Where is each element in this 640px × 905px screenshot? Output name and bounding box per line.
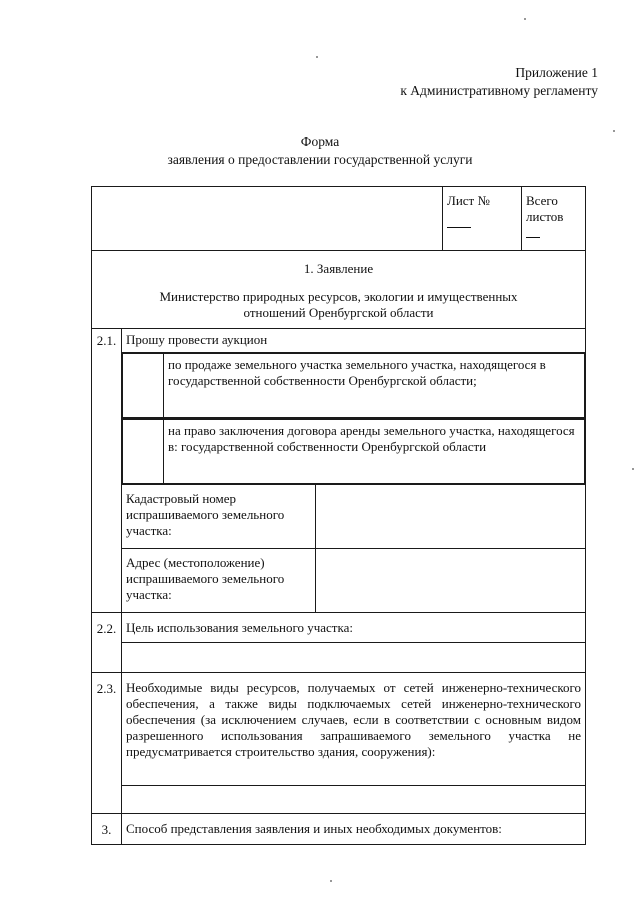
row-2-1-number: 2.1. — [92, 329, 122, 613]
appendix-number: Приложение 1 — [515, 65, 598, 80]
row-2-1-option-2 — [92, 419, 586, 485]
row-2-2-header — [92, 613, 586, 643]
option-1-text: по продаже земельного участка земельного участка, находящегося в государственной собственности Оренбургской области; — [164, 354, 585, 418]
sheet-total-label-2: листов — [526, 209, 564, 224]
form-title — [0, 133, 640, 169]
sheet-total-blank[interactable] — [526, 237, 540, 238]
scan-speck — [632, 468, 634, 470]
form-title-subject: заявления о предоставлении государственной услуги — [167, 152, 473, 167]
row-2-3-number: 2.3. — [92, 673, 122, 814]
option-2-text: на право заключения договора аренды земельного участка, находящегося в: государственной собственности Оренбургской области — [164, 420, 585, 484]
appendix-header — [400, 64, 598, 100]
purpose-input[interactable] — [122, 643, 586, 673]
row-2-1-option-1 — [92, 353, 586, 419]
cadastral-row — [92, 485, 586, 549]
cadastral-label: Кадастровый номер испрашиваемого земельного участка: — [122, 485, 316, 549]
row-2-2-label: Цель использования земельного участка: — [122, 613, 586, 643]
row-3 — [92, 814, 586, 845]
row-2-3-header — [92, 673, 586, 786]
option-1-checkbox[interactable] — [123, 354, 164, 418]
row-2-3-input-row — [92, 786, 586, 814]
cadastral-input[interactable] — [316, 485, 586, 549]
option-2-checkbox[interactable] — [123, 420, 164, 484]
row-2-3-label: Необходимые виды ресурсов, получаемых от сетей инженерно-технического обеспечения, а также виды подключаемых сетей инженерно-технического обеспечения (за исключением случаев, если в соответствии с основным видом разрешенного использования запрашиваемого земельного участка не предусматривается строительство здания, сооружения): — [122, 673, 586, 786]
scan-speck — [613, 130, 615, 132]
recipient-line-2: отношений Оренбургской области — [243, 305, 434, 320]
resources-input[interactable] — [122, 786, 586, 814]
row-2-1-label: Прошу провести аукцион — [122, 329, 586, 353]
appendix-reference: к Административному регламенту — [400, 83, 598, 98]
section-1-heading: 1. Заявление — [303, 261, 374, 276]
sheet-total-label-1: Всего — [526, 193, 558, 208]
row-3-label: Способ представления заявления и иных необходимых документов: — [122, 814, 586, 845]
scan-speck — [316, 56, 318, 58]
address-input[interactable] — [316, 549, 586, 613]
section-1-row — [92, 251, 586, 329]
section-1-cell — [92, 251, 586, 329]
row-2-1-header — [92, 329, 586, 353]
sheet-row — [92, 187, 586, 251]
address-label: Адрес (местоположение) испрашиваемого земельного участка: — [122, 549, 316, 613]
sheet-number-label: Лист № — [447, 193, 490, 208]
row-2-2-input-row — [92, 643, 586, 673]
sheet-number-blank[interactable] — [447, 227, 471, 228]
form-title-word: Форма — [300, 134, 340, 149]
recipient-line-1: Министерство природных ресурсов, экологии и имущественных — [159, 289, 518, 304]
address-row — [92, 549, 586, 613]
row-2-2-number: 2.2. — [92, 613, 122, 673]
application-form-table — [91, 186, 586, 845]
row-3-number: 3. — [92, 814, 122, 845]
sheet-total-cell[interactable] — [522, 187, 586, 251]
scan-speck — [524, 18, 526, 20]
sheet-number-cell[interactable] — [443, 187, 522, 251]
sheet-blank-cell[interactable] — [92, 187, 443, 251]
scan-speck — [330, 880, 332, 882]
